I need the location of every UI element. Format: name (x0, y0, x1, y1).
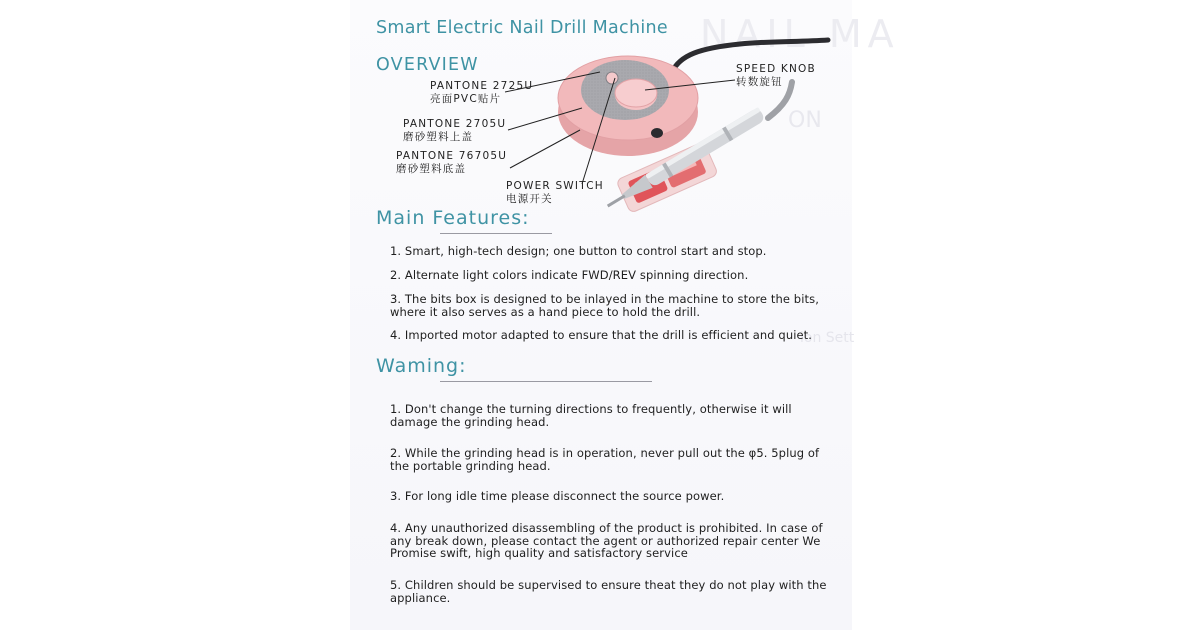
main-features-heading: Main Features: (376, 207, 530, 229)
feature-item-1: 1. Smart, high-tech design; one button to control start and stop. (390, 244, 767, 258)
feature-item-4: 4. Imported motor adapted to ensure that the drill is efficient and quiet. (390, 328, 813, 342)
leader-line (510, 130, 580, 168)
warning-item-4: 4. Any unauthorized disassembling of the product is prohibited. In case of any break down, please contact the agent or authorized repair center We Promise swift, high quality and satisfactory service (390, 521, 823, 560)
warning-item-5: 5. Children should be supervised to ensure theat they do not play with the appliance. (390, 578, 827, 605)
callout-code: POWER SWITCH (506, 180, 604, 192)
show-through-text: ion Sett (800, 330, 855, 346)
warning-item-2: 2. While the grinding head is in operation, never pull out the φ5. 5plug of the portable grinding head. (390, 446, 820, 473)
callout-pantone-2725 (430, 80, 533, 106)
callout-description: 电源开关 (506, 193, 553, 205)
callout-pantone-76705 (396, 150, 507, 176)
callout-code: PANTONE 2705U (403, 118, 507, 130)
callout-code: PANTONE 76705U (396, 150, 508, 162)
feature-item-3: 3. The bits box is designed to be inlayed in the machine to store the bits, where it also serves as a hand piece to hold the drill. (390, 292, 819, 319)
warning-heading: Waming: (376, 355, 467, 377)
callout-description: 亮面PVC贴片 (430, 93, 502, 105)
show-through-text: ON (788, 108, 822, 133)
document-title: Smart Electric Nail Drill Machine (376, 18, 668, 38)
callout-description: 磨砂塑料底盖 (396, 163, 467, 175)
callout-power-switch (506, 180, 604, 206)
callout-description: 磨砂塑料上盖 (403, 131, 474, 143)
callout-description: 转数旋钮 (736, 76, 783, 88)
feature-item-2: 2. Alternate light colors indicate FWD/REV spinning direction. (390, 268, 749, 282)
overview-heading: OVERVIEW (376, 55, 479, 75)
section-rule (440, 233, 552, 234)
callout-pantone-2705 (403, 118, 506, 144)
callout-speed-knob (736, 63, 816, 89)
section-rule (440, 381, 652, 382)
show-through-text: NAIL MA (700, 12, 900, 56)
warning-item-1: 1. Don't change the turning directions to frequently, otherwise it will damage the grinding head. (390, 402, 792, 429)
warning-item-3: 3. For long idle time please disconnect the source power. (390, 489, 725, 503)
callout-code: PANTONE 2725U (430, 80, 534, 92)
callout-code: SPEED KNOB (736, 63, 816, 75)
